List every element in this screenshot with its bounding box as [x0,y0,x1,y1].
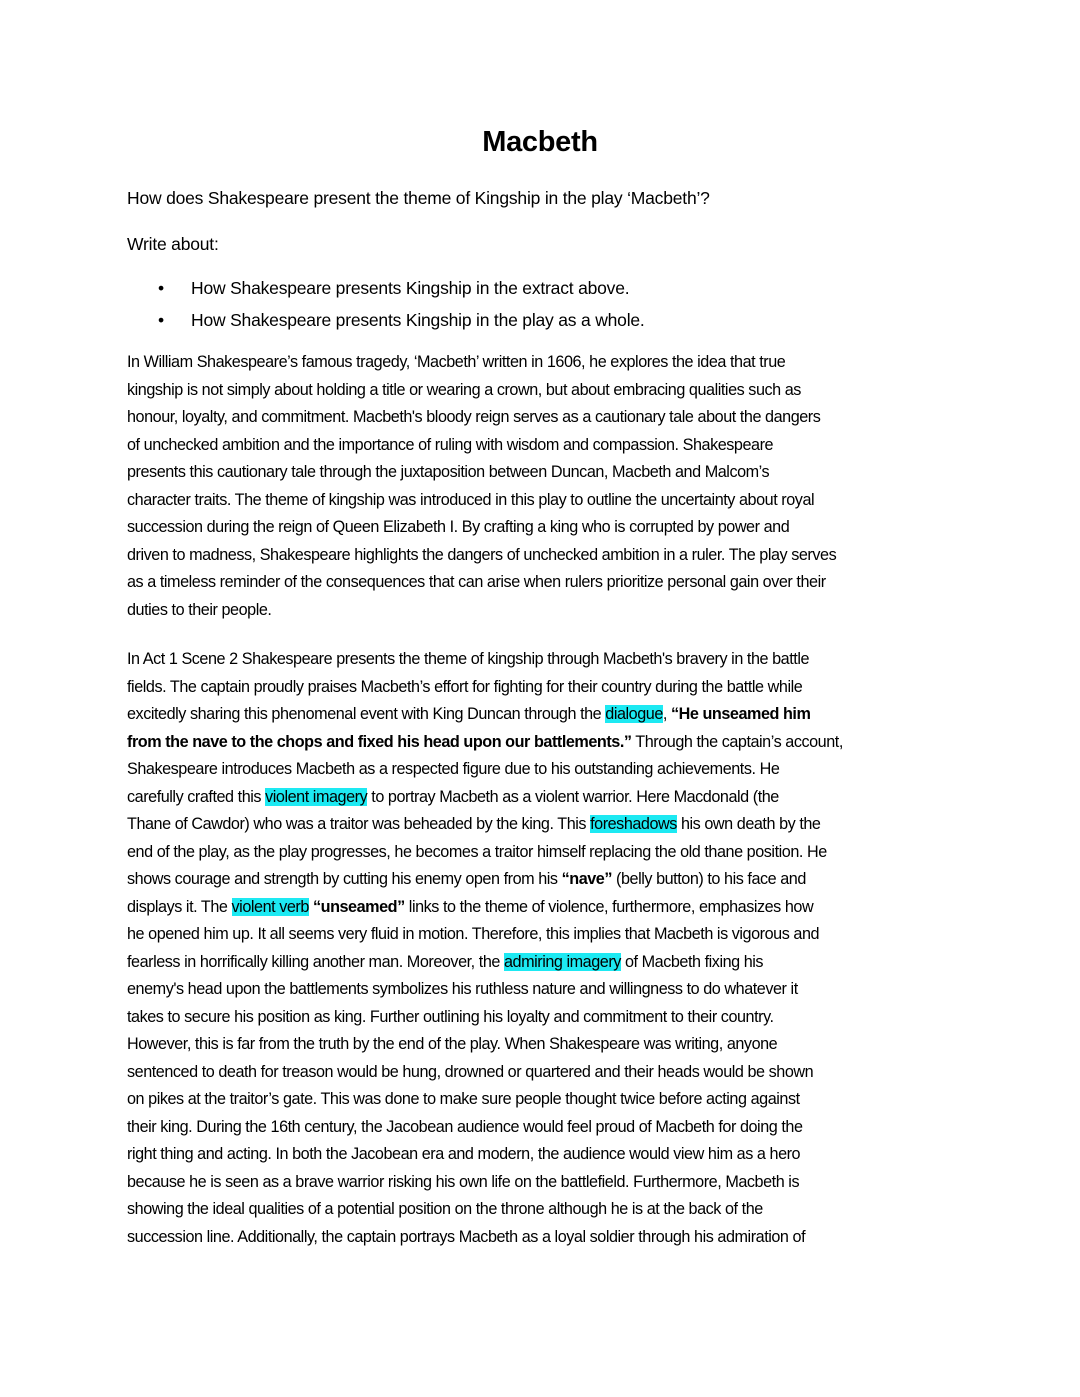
document-title: Macbeth [482,126,598,158]
text-line: sentenced to death for treason would be hung, drowned or quartered and their heads would be shown [127,1062,814,1081]
bold-quote: “nave” [561,870,612,888]
text-line: fields. The captain proudly praises Macbeth’s effort for fighting for their country during the battle while [127,677,803,696]
bold-quote: from the nave to the chops and fixed his head upon our battlements.” [127,732,632,751]
text-line: kingship is not simply about holding a title or wearing a crown, but about embracing qualities such as [127,380,801,399]
text-run: links to the theme of violence, furthermore, emphasizes how [404,897,814,916]
highlighted-term: admiring imagery [503,952,621,971]
text-line: character traits. The theme of kingship was introduced in this play to outline the uncertainty about royal [127,490,815,509]
text-line [127,701,957,729]
text-line: In William Shakespeare’s famous tragedy, ‘Macbeth’ written in 1606, he explores the idea that true [127,353,786,371]
text-line: presents this cautionary tale through the juxtaposition between Duncan, Macbeth and Malcom’s [127,463,770,481]
text-line: However, this is far from the truth by the end of the play. When Shakespeare was writing, anyone [127,1035,778,1053]
text-line [127,949,957,977]
paragraph-introduction [127,349,957,624]
text-line: In Act 1 Scene 2 Shakespeare presents the theme of kingship through Macbeth's bravery in the battle [127,650,810,668]
paragraph-act1-scene2 [127,646,957,1251]
essay-question: How does Shakespeare present the theme of Kingship in the play ‘Macbeth’? [127,188,710,208]
text-run: Through the captain’s account, [631,732,843,751]
text-line: of unchecked ambition and the importance of ruling with wisdom and compassion. Shakespeare [127,435,774,454]
write-about-label: Write about: [127,234,219,254]
text-line: right thing and acting. In both the Jacobean era and modern, the audience would view him as a hero [127,1145,801,1163]
text-line: because he is seen as a brave warrior risking his own life on the battlefield. Furthermore, Macbeth is [127,1172,800,1191]
bold-quote: “unseamed” [312,897,405,916]
text-run: (belly button) to his face and [612,870,806,888]
text-line: he opened him up. It all seems very fluid in motion. Therefore, this implies that Macbeth is vigorous and [127,925,820,943]
text-line: enemy's head upon the battlements symbolizes his ruthless nature and willingness to do whatever it [127,980,798,998]
text-run: shows courage and strength by cutting his enemy open from his [127,870,562,888]
text-run: of Macbeth fixing his [620,952,764,971]
bullet-item: How Shakespeare presents Kingship in the play as a whole. [191,310,645,330]
highlighted-term: violent verb [231,897,309,916]
text-line: as a timeless reminder of the consequences that can arise when rulers prioritize personal gain over their [127,573,826,591]
text-line [127,784,957,812]
text-line: honour, loyalty, and commitment. Macbeth's bloody reign serves as a cautionary tale about the dangers [127,408,821,426]
text-run: to portray Macbeth as a violent warrior. Here Macdonald (the [367,787,779,806]
bullet-dot-icon: • [158,278,165,298]
text-line: their king. During the 16th century, the Jacobean audience would feel proud of Macbeth for doing the [127,1117,803,1136]
text-line: on pikes at the traitor’s gate. This was done to make sure people thought twice before acting against [127,1090,800,1108]
text-line: end of the play, as the play progresses, he becomes a traitor himself replacing the old thane position. He [127,842,827,861]
text-run: his own death by the [676,815,821,833]
text-run: fearless in horrifically killing another man. Moreover, the [127,952,504,971]
text-line: takes to secure his position as king. Further outlining his loyalty and commitment to their country. [127,1007,774,1026]
text-line: showing the ideal qualities of a potential position on the throne although he is at the back of the [127,1200,763,1218]
highlighted-term: foreshadows [590,815,677,833]
highlighted-term: dialogue [605,705,663,723]
text-line: Shakespeare introduces Macbeth as a respected figure due to his outstanding achievements. He [127,760,780,778]
text-run: carefully crafted this [127,787,266,806]
text-run: Thane of Cawdor) who was a traitor was beheaded by the king. This [127,815,591,833]
text-run: excitedly sharing this phenomenal event with King Duncan through the [127,705,606,723]
text-line: duties to their people. [127,600,272,619]
bullet-item: How Shakespeare presents Kingship in the extract above. [191,278,630,298]
text-line: driven to madness, Shakespeare highlights the dangers of unchecked ambition in a ruler. The play serves [127,545,837,564]
bold-quote: “He unseamed him [671,705,811,723]
text-line: succession line. Additionally, the captain portrays Macbeth as a loyal soldier through his admiration of [127,1227,806,1246]
text-line [127,729,957,757]
text-line: succession during the reign of Queen Elizabeth I. By crafting a king who is corrupted by power and [127,518,790,536]
bullet-dot-icon: • [158,310,165,330]
text-run: displays it. The [127,897,232,916]
text-line [127,811,957,839]
text-line [127,866,957,894]
text-line [127,894,957,922]
text-run: , [662,705,671,723]
highlighted-term: violent imagery [265,787,368,806]
